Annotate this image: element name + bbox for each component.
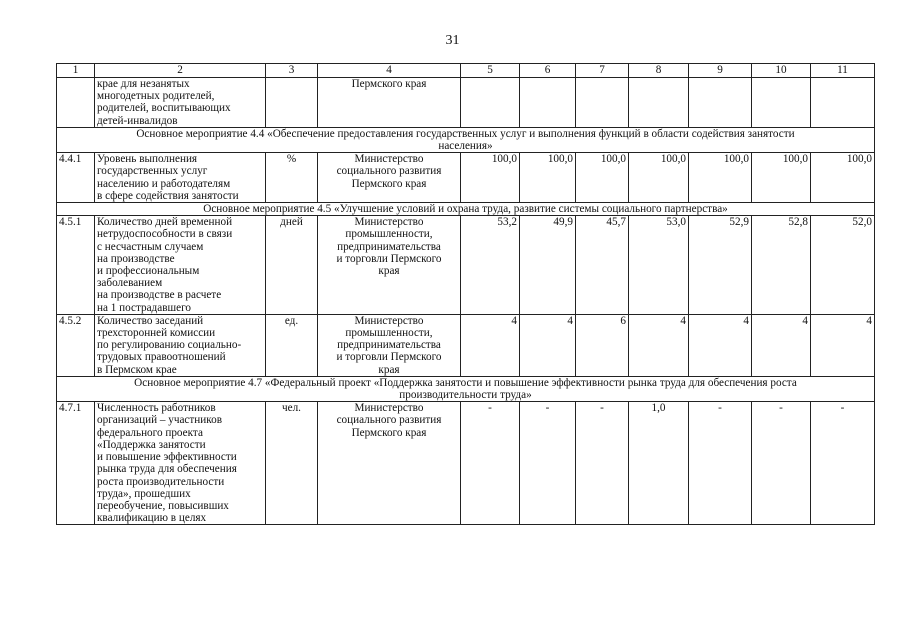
value-cell: -	[752, 402, 811, 525]
row-index: 4.5.2	[57, 314, 95, 376]
table-row	[57, 216, 875, 315]
value-cell: 45,7	[576, 216, 629, 315]
executor: Министерство социального развития Пермского края	[318, 153, 461, 203]
value-cell: 100,0	[689, 153, 752, 203]
col-number: 8	[629, 64, 689, 78]
value-cell: 52,8	[752, 216, 811, 315]
value-cell: 1,0	[629, 402, 689, 525]
col-number: 10	[752, 64, 811, 78]
value-cell: 100,0	[752, 153, 811, 203]
table-row	[57, 78, 875, 128]
table-row	[57, 402, 875, 525]
value-cell: -	[811, 402, 875, 525]
value-cell: 100,0	[576, 153, 629, 203]
row-index	[57, 78, 95, 128]
value-cell: 52,9	[689, 216, 752, 315]
value-cell: 49,9	[520, 216, 576, 315]
page-number: 31	[445, 33, 460, 48]
row-index: 4.5.1	[57, 216, 95, 315]
executor: Министерство социального развития Пермского края	[318, 402, 461, 525]
value-cell: 4	[752, 314, 811, 376]
section-title: Основное мероприятие 4.7 «Федеральный проект «Поддержка занятости и повышение эффективности рынка труда для обеспечения роста производительности труда»	[57, 376, 875, 401]
value-cell: 100,0	[520, 153, 576, 203]
col-number: 9	[689, 64, 752, 78]
indicator-name: Количество дней временной нетрудоспособности в связи с несчастным случаем на производстве и профессиональным заболеванием на производстве в расчете на 1 пострадавшего	[95, 216, 266, 315]
value-cell: 4	[629, 314, 689, 376]
column-number-row	[57, 64, 875, 78]
indicator-name: крае для незанятых многодетных родителей, родителей, воспитывающих детей-инвалидов	[95, 78, 266, 128]
value-cell: 4	[520, 314, 576, 376]
value-cell: 100,0	[811, 153, 875, 203]
row-index: 4.7.1	[57, 402, 95, 525]
section-row-4-7	[57, 376, 875, 401]
row-index: 4.4.1	[57, 153, 95, 203]
unit: дней	[266, 216, 318, 315]
col-number: 2	[95, 64, 266, 78]
value-cell: -	[461, 402, 520, 525]
col-number: 6	[520, 64, 576, 78]
value-cell: 52,0	[811, 216, 875, 315]
value-cell: 100,0	[629, 153, 689, 203]
unit: %	[266, 153, 318, 203]
value-cell: 53,0	[629, 216, 689, 315]
value-cell: 100,0	[461, 153, 520, 203]
col-number: 7	[576, 64, 629, 78]
executor: Министерство промышленности, предпринимательства и торговли Пермского края	[318, 314, 461, 376]
indicator-name: Численность работников организаций – участников федерального проекта «Поддержка занятости и повышение эффективности рынка труда для обеспечения роста производительности труда», прошедших переобучение, повысивших квалификацию в целях	[95, 402, 266, 525]
unit: ед.	[266, 314, 318, 376]
table-row	[57, 153, 875, 203]
unit: чел.	[266, 402, 318, 525]
section-title: Основное мероприятие 4.4 «Обеспечение предоставления государственных услуг и выполнения функций в области содействия занятости населения»	[57, 127, 875, 152]
col-number: 11	[811, 64, 875, 78]
value-cell: 4	[811, 314, 875, 376]
value-cell: -	[520, 402, 576, 525]
table-row	[57, 314, 875, 376]
value-cell: 4	[689, 314, 752, 376]
col-number: 5	[461, 64, 520, 78]
indicators-table	[56, 63, 875, 525]
executor: Министерство промышленности, предпринимательства и торговли Пермского края	[318, 216, 461, 315]
value-cell: 6	[576, 314, 629, 376]
value-cell: -	[689, 402, 752, 525]
value-cell: 4	[461, 314, 520, 376]
col-number: 1	[57, 64, 95, 78]
unit	[266, 78, 318, 128]
col-number: 3	[266, 64, 318, 78]
executor: Пермского края	[318, 78, 461, 128]
section-title: Основное мероприятие 4.5 «Улучшение условий и охрана труда, развитие системы социального партнерства»	[57, 203, 875, 216]
section-row-4-5	[57, 203, 875, 216]
indicator-name: Уровень выполнения государственных услуг населению и работодателям в сфере содействия занятости	[95, 153, 266, 203]
indicator-name: Количество заседаний трехсторонней комиссии по регулированию социально- трудовых правоотношений в Пермском крае	[95, 314, 266, 376]
col-number: 4	[318, 64, 461, 78]
value-cell: 53,2	[461, 216, 520, 315]
section-row-4-4	[57, 127, 875, 152]
value-cell: -	[576, 402, 629, 525]
